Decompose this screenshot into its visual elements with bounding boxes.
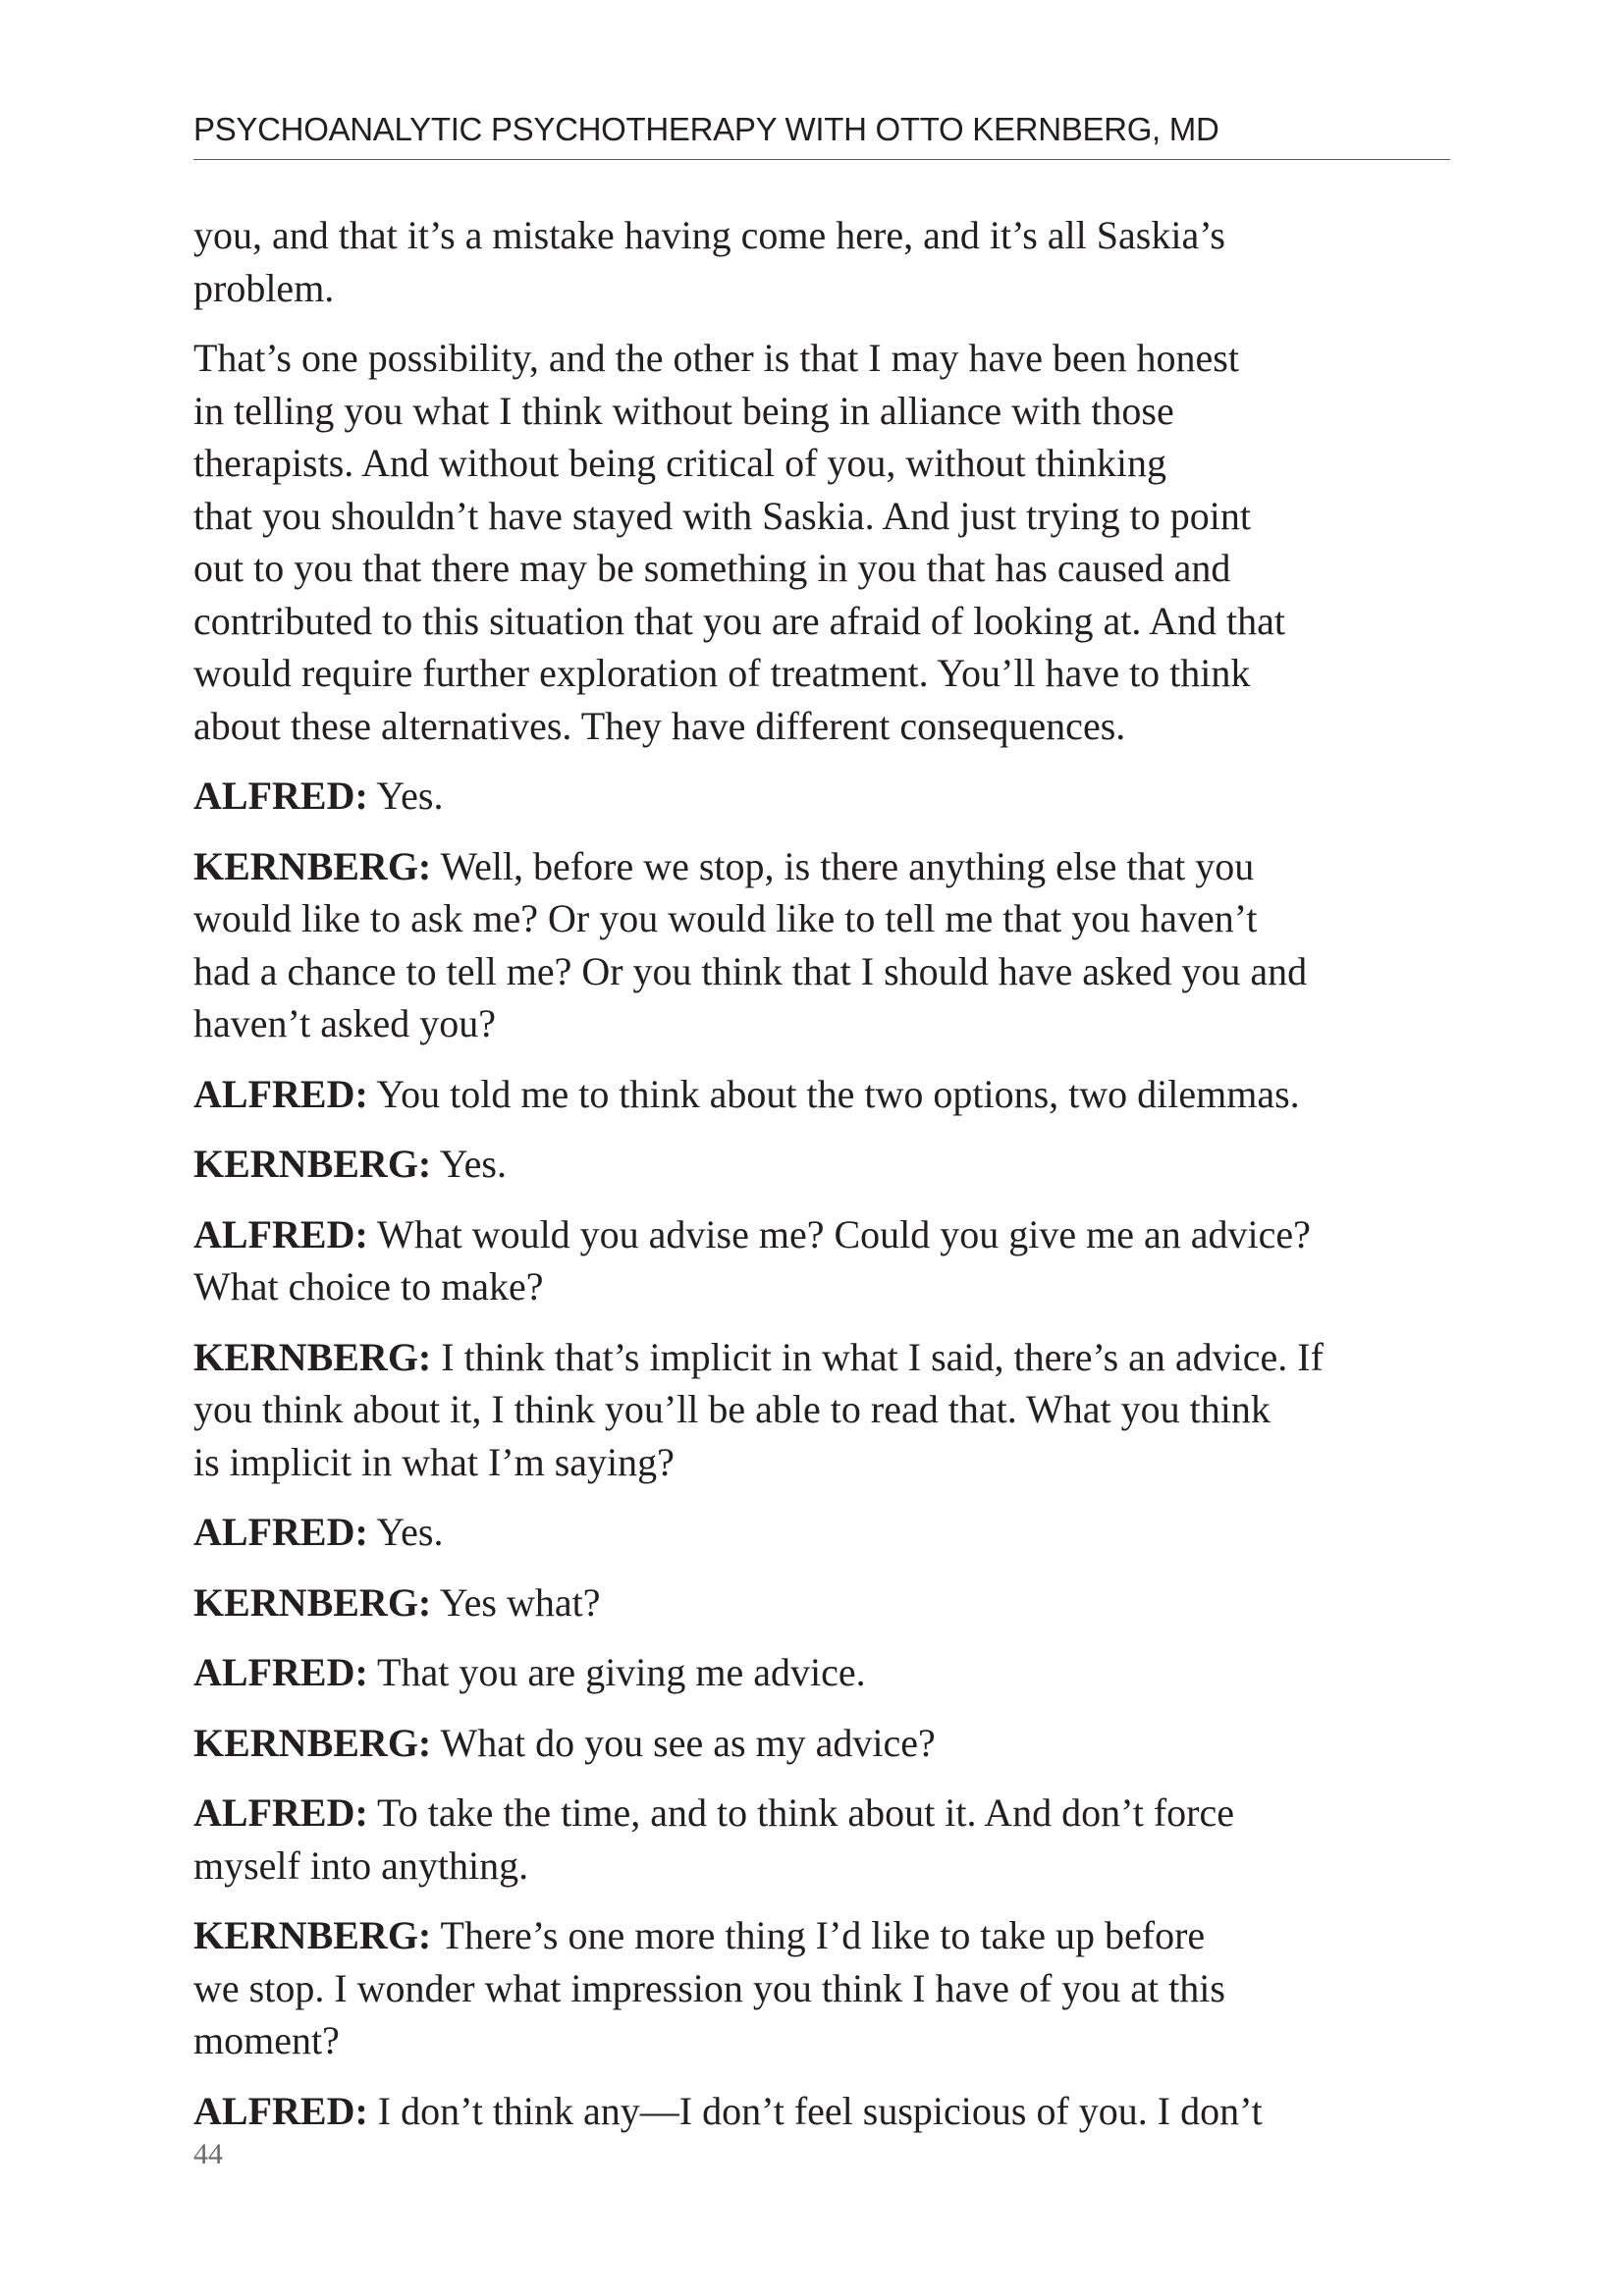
- dialogue-turn: [193, 1138, 1470, 1191]
- speaker-label: ALFRED:: [193, 1510, 368, 1554]
- speaker-label: KERNBERG:: [193, 1334, 432, 1379]
- speech-text: Yes.: [367, 774, 444, 818]
- dialogue-turn: [193, 770, 1470, 823]
- text-line: myself into anything.: [193, 1842, 529, 1888]
- dialogue-turn: [193, 1068, 1470, 1121]
- text-line: you, and that it’s a mistake having come here, and it’s all Saskia’s: [193, 213, 1225, 257]
- speaker-label: KERNBERG:: [193, 1913, 432, 1957]
- text-line: about these alternatives. They have different consequences.: [193, 703, 1126, 748]
- text-line: would require further exploration of treatment. You’ll have to think: [193, 651, 1251, 695]
- dialogue-turn: [193, 1506, 1470, 1559]
- speech-text: I don’t think any—I don’t feel suspicious of you. I don’t: [367, 2088, 1263, 2133]
- speaker-label: KERNBERG:: [193, 1720, 432, 1765]
- text-line: we stop. I wonder what impression you think I have of you at this: [193, 1965, 1225, 2010]
- text-line: [193, 1717, 1470, 1770]
- text-line: moment?: [193, 2018, 340, 2062]
- transcript-body: [193, 209, 1470, 2155]
- text-line: that you shouldn’t have stayed with Saskia. And just trying to point: [193, 493, 1251, 538]
- text-line: problem.: [193, 265, 335, 310]
- speech-text: You told me to think about the two options, two dilemmas.: [367, 1071, 1300, 1116]
- speech-text: To take the time, and to think about it. And don’t force: [367, 1790, 1235, 1835]
- speech-text: What do you see as my advice?: [431, 1720, 936, 1765]
- text-line: [193, 770, 1470, 823]
- speaker-label: KERNBERG:: [193, 843, 432, 888]
- dialogue-turn: [193, 1208, 1470, 1313]
- dialogue-turn: [193, 1331, 1470, 1489]
- text-line: had a chance to tell me? Or you think that I should have asked you and: [193, 948, 1308, 993]
- text-line: [193, 1787, 1470, 1840]
- text-line: That’s one possibility, and the other is that I may have been honest: [193, 336, 1239, 380]
- text-line: contributed to this situation that you are afraid of looking at. And that: [193, 598, 1285, 643]
- speaker-label: ALFRED:: [193, 1211, 368, 1256]
- text-line: What choice to make?: [193, 1264, 544, 1308]
- paragraph: [193, 332, 1470, 752]
- text-line: [193, 1576, 1470, 1629]
- text-line: [193, 1909, 1470, 1962]
- text-line: [193, 1208, 1470, 1261]
- text-line: would like to ask me? Or you would like to tell me that you haven’t: [193, 896, 1258, 940]
- dialogue-turn: [193, 1909, 1470, 2067]
- dialogue-turn: [193, 1787, 1470, 1892]
- page-number: 44: [193, 2138, 223, 2170]
- text-line: you think about it, I think you’ll be able to read that. What you think: [193, 1387, 1271, 1431]
- speaker-label: ALFRED:: [193, 2088, 368, 2133]
- dialogue-turn: [193, 2085, 1470, 2138]
- text-line: [193, 1068, 1470, 1121]
- text-line: [193, 840, 1470, 893]
- speaker-label: KERNBERG:: [193, 1579, 432, 1625]
- paragraph: [193, 209, 1470, 314]
- text-line: [193, 1331, 1470, 1384]
- speaker-label: ALFRED:: [193, 1650, 368, 1694]
- text-line: [193, 1646, 1470, 1699]
- speech-text: Yes what?: [431, 1579, 601, 1625]
- speech-text: Yes.: [367, 1510, 444, 1554]
- speech-text: What would you advise me? Could you give me an advice?: [367, 1211, 1311, 1256]
- speech-text: Yes.: [431, 1142, 507, 1186]
- text-line: [193, 1506, 1470, 1559]
- text-line: haven’t asked you?: [193, 1001, 497, 1045]
- dialogue-turn: [193, 1576, 1470, 1629]
- text-line: is implicit in what I’m saying?: [193, 1439, 675, 1484]
- speech-text: There’s one more thing I’d like to take up before: [431, 1913, 1206, 1957]
- speaker-label: ALFRED:: [193, 1790, 368, 1835]
- speech-text: Well, before we stop, is there anything else that you: [431, 843, 1255, 888]
- text-line: therapists. And without being critical of you, without thinking: [193, 441, 1166, 485]
- dialogue-turn: [193, 840, 1470, 1050]
- text-line: in telling you what I think without being in alliance with those: [193, 388, 1174, 433]
- text-line: [193, 2085, 1470, 2138]
- text-line: out to you that there may be something in you that has caused and: [193, 546, 1231, 590]
- speech-text: I think that’s implicit in what I said, there’s an advice. If: [431, 1334, 1324, 1379]
- running-head: PSYCHOANALYTIC PSYCHOTHERAPY WITH OTTO KERNBERG, MD: [193, 111, 1219, 147]
- text-line: [193, 1138, 1470, 1191]
- dialogue-turn: [193, 1646, 1470, 1699]
- header-rule: [193, 159, 1450, 160]
- speaker-label: ALFRED:: [193, 1071, 368, 1116]
- speaker-label: KERNBERG:: [193, 1142, 432, 1186]
- speaker-label: ALFRED:: [193, 774, 368, 818]
- speech-text: That you are giving me advice.: [367, 1650, 866, 1694]
- dialogue-turn: [193, 1717, 1470, 1770]
